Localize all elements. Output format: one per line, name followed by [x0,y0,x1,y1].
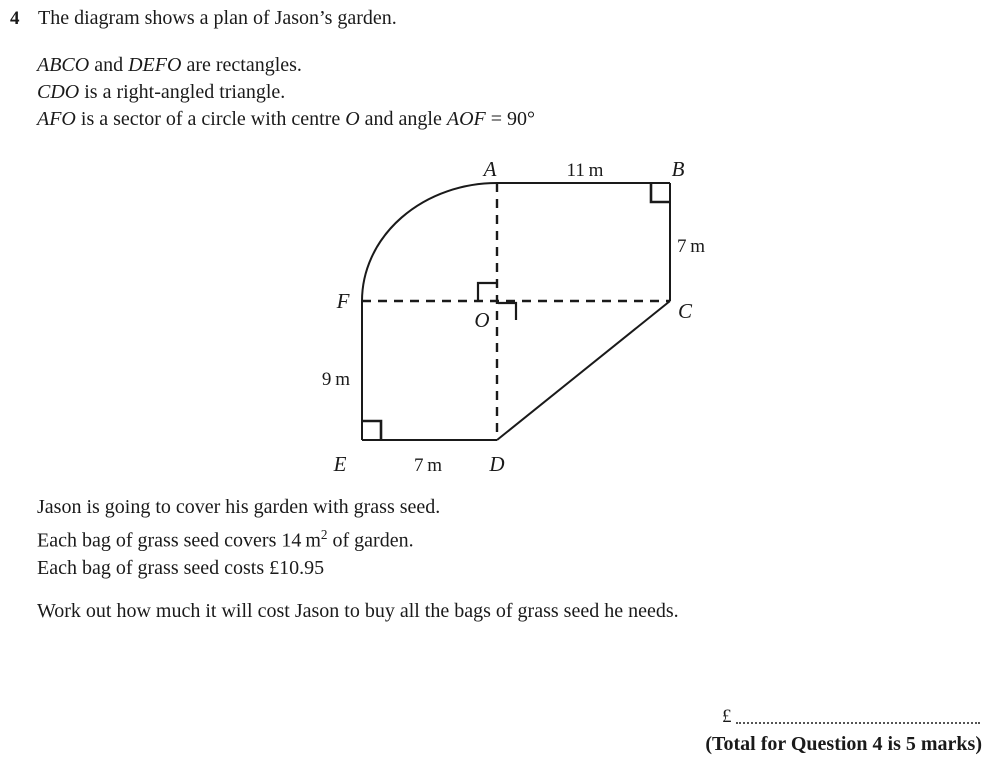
fact-sector-mid1: is a sector of a circle with centre [75,108,346,130]
vertex-label-B: B [671,157,685,181]
dimension-label-EF: 9 m [321,369,350,390]
fact-triangle [37,79,535,106]
fact-rectangles-shape2: DEFO [128,54,182,76]
dimension-label-AB: 11 m [566,160,604,181]
fact-sector [37,106,535,133]
info-line-cover: Jason is going to cover his garden with grass seed. [37,496,441,518]
vertex-label-D: D [489,452,505,476]
right-angle-marker-O-upper-left [478,283,496,300]
info-line-coverage-post: of garden. [327,529,414,552]
question-facts [37,52,535,133]
question-instruction: Work out how much it will cost Jason to buy all the bags of grass seed he needs. [37,600,679,622]
right-angle-marker-E [363,421,381,439]
total-marks-label: (Total for Question 4 is 5 marks) [705,733,982,755]
vertex-label-A: A [483,157,497,181]
question-stem: The diagram shows a plan of Jason’s garden. [38,7,397,29]
fact-rectangles [37,52,535,79]
fact-sector-centre: O [345,108,360,130]
dimension-label-BC: 7 m [677,236,706,257]
info-line-coverage [37,521,440,555]
info-line-coverage-exponent: 2 [320,527,328,542]
fact-rectangles-shape1: ABCO [37,54,90,76]
fact-sector-value: = 90° [485,108,536,130]
fact-sector-angle: AOF [446,108,486,130]
fact-sector-mid2: and angle [359,108,447,130]
edge-CD [497,301,670,440]
fact-triangle-shape: CDO [37,81,80,103]
right-angle-marker-B [651,184,669,202]
answer-line-row [722,706,980,728]
currency-symbol: £ [722,706,732,727]
question-number: 4 [10,8,20,29]
fact-sector-shape: AFO [37,108,76,130]
vertex-label-C: C [678,299,693,323]
info-line-coverage-pre: Each bag of grass seed covers 14 m [37,529,321,552]
fact-rectangles-conj: and [89,54,129,76]
arc-AF-sector [362,183,497,301]
right-angle-marker-O-lower-right [498,303,516,320]
question-instruction-block [37,598,679,625]
vertex-label-O: O [474,308,490,332]
fact-triangle-tail: is a right-angled triangle. [79,81,286,103]
vertex-label-F: F [336,289,350,313]
fact-rectangles-tail: are rectangles. [181,54,302,76]
answer-input-line[interactable] [736,722,980,724]
vertex-label-E: E [333,452,347,476]
grass-seed-info [37,494,440,582]
info-line-cost: Each bag of grass seed costs £10.95 [37,556,325,579]
dimension-label-ED: 7 m [413,455,443,476]
